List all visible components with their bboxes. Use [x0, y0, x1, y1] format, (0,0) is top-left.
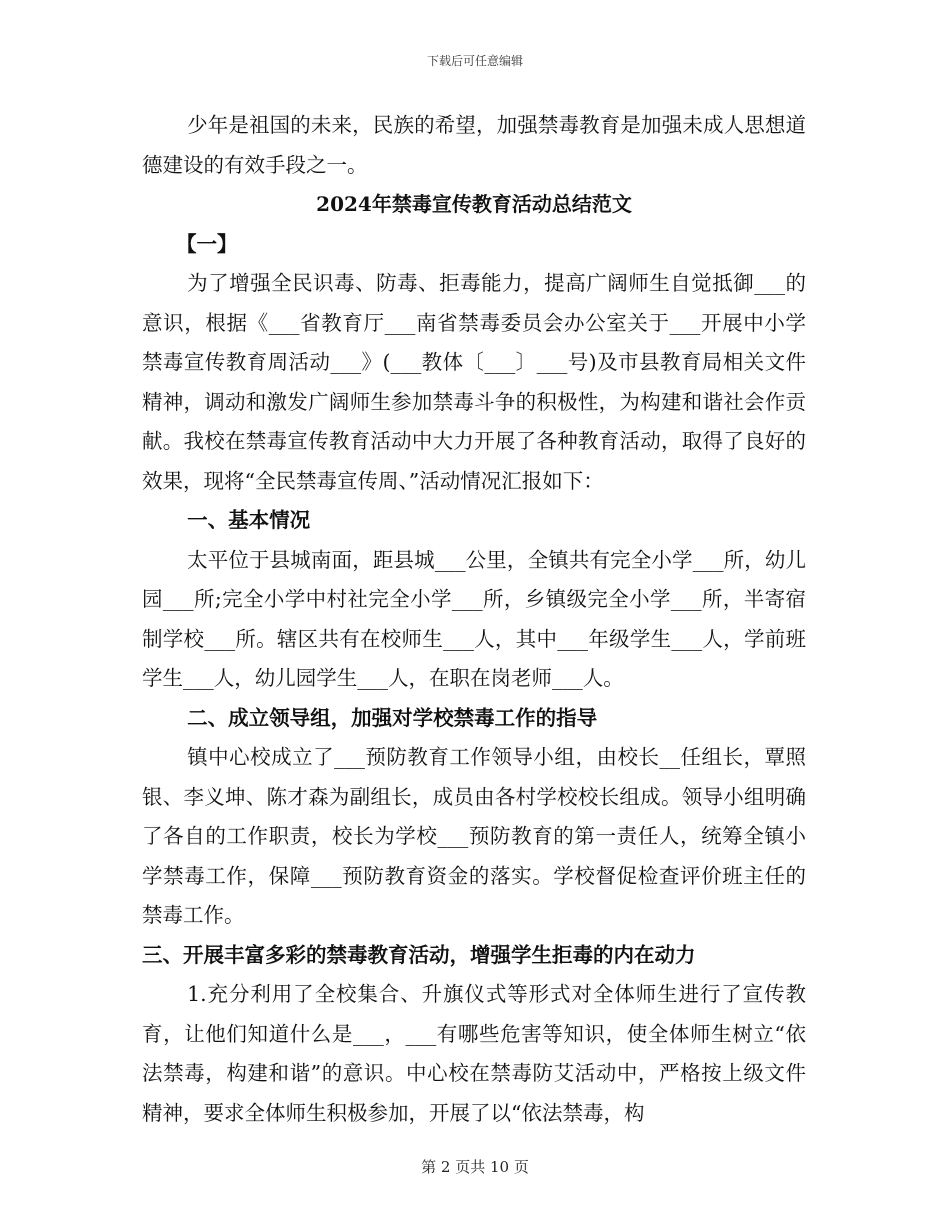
section-marker: 【一】 — [176, 231, 238, 256]
paragraph-3: 镇中心校成立了___预防教育工作领导小组，由校长__任组长，覃照银、李义坤、陈才森为副组长，成员由各村学校校长组成。领导小组明确了各自的工作职责，校长为学校___预防教育的第一责任人，统筹全镇小学禁毒工作，保障___预防教育资金的落实。学校督促检查评价班主任的禁毒工作。 — [142, 745, 806, 927]
document-body — [142, 106, 806, 1133]
paragraph-1: 为了增强全民识毒、防毒、拒毒能力，提高广阔师生自觉抵御___的意识，根据《___省教育厅___南省禁毒委员会办公室关于___开展中小学禁毒宣传教育周活动___》(___教体〔___〕___号)及市县教育局相关文件精神，调动和激发广阔师生参加禁毒斗争的积极性，为构建和谐社会作贡献。我校在禁毒宣传教育活动中大力开展了各种教育活动，取得了良好的效果，现将“全民禁毒宣传周、”活动情况汇报如下： — [142, 271, 806, 493]
document-title: 2024年禁毒宣传教育活动总结范文 — [316, 192, 632, 216]
page-header: 下载后可任意编辑 — [426, 54, 523, 68]
intro-paragraph: 少年是祖国的未来，民族的希望，加强禁毒教育是加强未成人思想道德建设的有效手段之一。 — [142, 113, 806, 177]
page-footer: 第 2 页共 10 页 — [421, 1158, 529, 1176]
heading-basic-situation: 一、基本情况 — [187, 508, 311, 532]
heading-education-activities: 三、开展丰富多彩的禁毒教育活动，增强学生拒毒的内在动力 — [142, 942, 696, 967]
paragraph-4: 1.充分利用了全校集合、升旗仪式等形式对全体师生进行了宣传教育，让他们知道什么是___，___有哪些危害等知识，使全体师生树立“依法禁毒，构建和谐”的意识。中心校在禁毒防艾活动中，严格按上级文件精神，要求全体师生积极参加，开展了以“依法禁毒，构 — [142, 982, 806, 1125]
paragraph-2: 太平位于县城南面，距县城___公里，全镇共有完全小学___所，幼儿园___所;完全小学中村社完全小学___所，乡镇级完全小学___所，半寄宿制学校___所。辖区共有在校师生___人，其中___年级学生___人，学前班学生___人，幼儿园学生___人，在职在岗老师___人。 — [142, 547, 806, 690]
heading-leadership-group: 二、成立领导组，加强对学校禁毒工作的指导 — [187, 705, 598, 730]
